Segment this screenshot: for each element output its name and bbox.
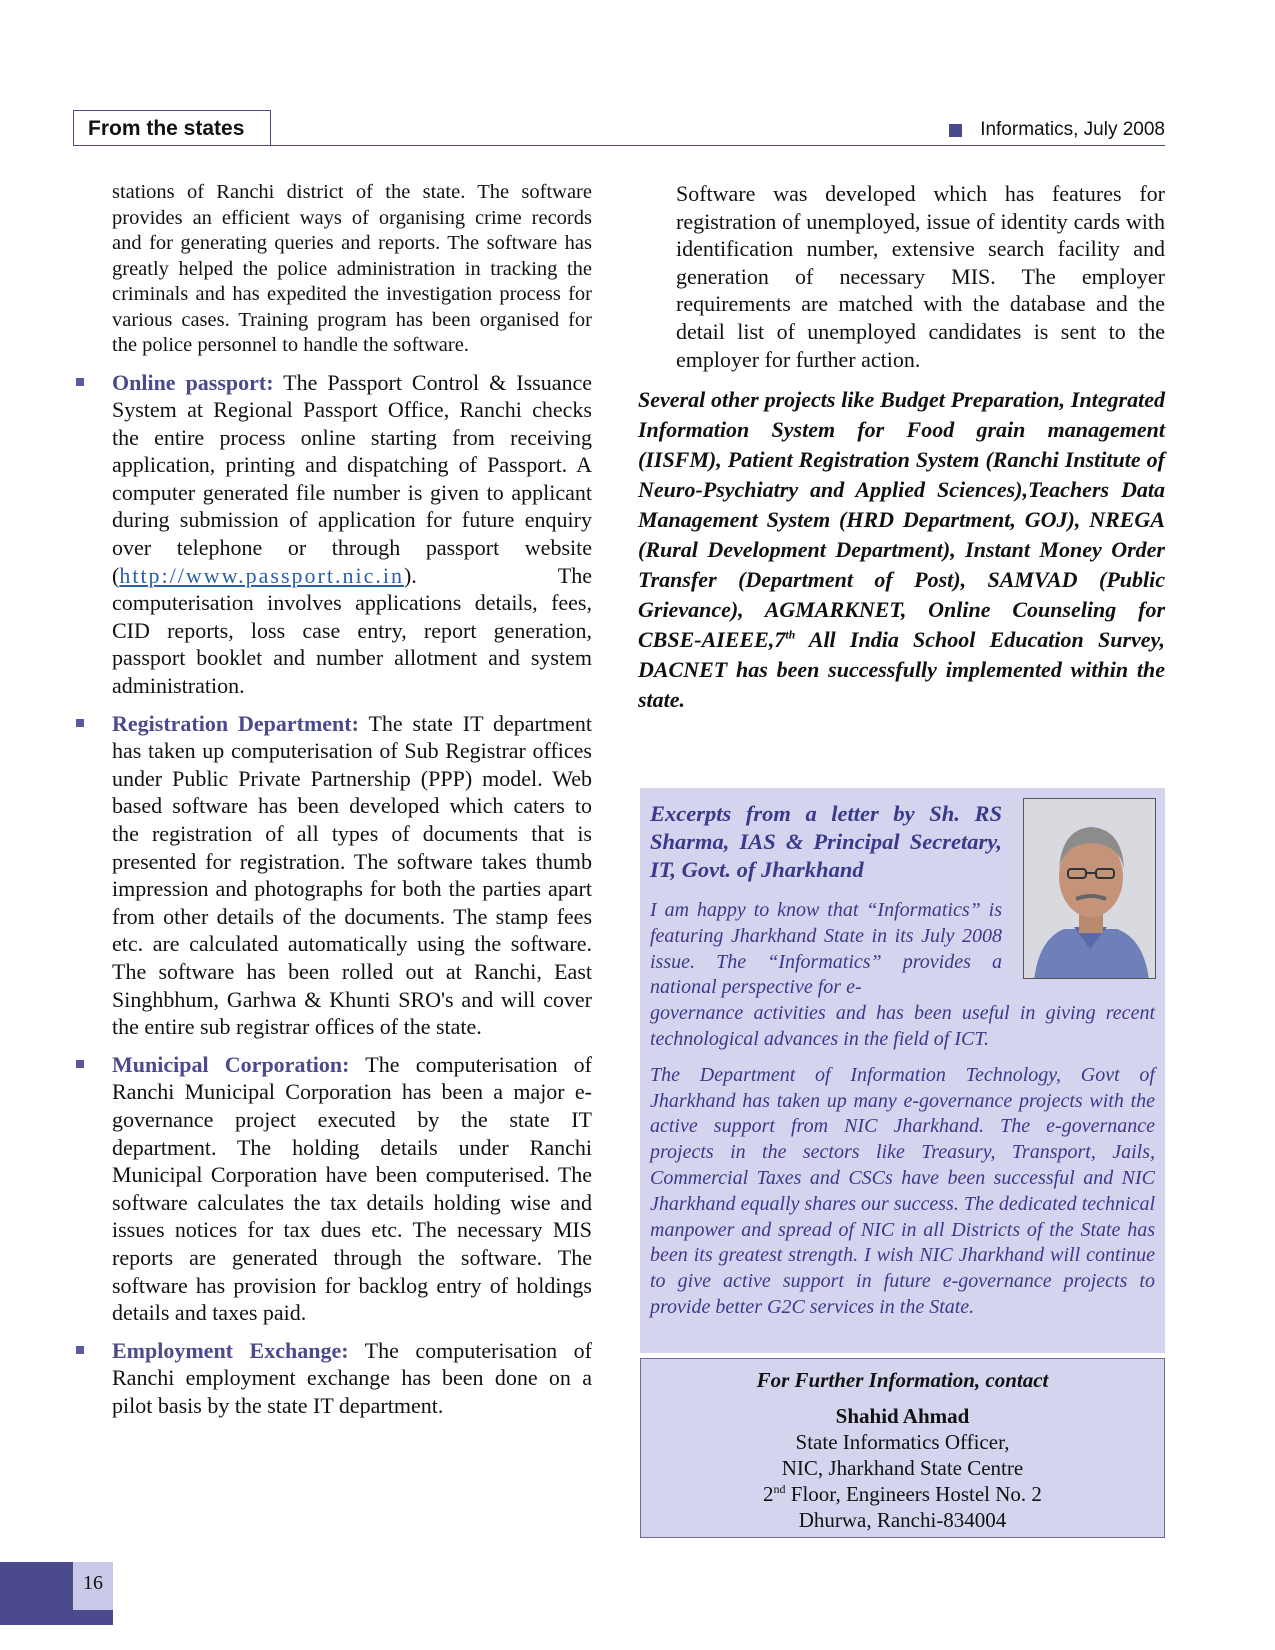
list-item-registration-department (112, 710, 592, 1041)
square-bullet-icon (76, 378, 84, 386)
list-item-title: Municipal Corporation: (112, 1051, 350, 1077)
intro-paragraph: stations of Ranchi district of the state. The software provides an efficient ways of organising crime records and for generating queries and reports. The software has greatly helped the police administration in tracking the criminals and has expedited the investigation process for various cases. Training program has been organised for the police personnel to handle the software. (112, 181, 592, 356)
contact-heading: For Further Information, contact (756, 1368, 1049, 1392)
passport-website-link[interactable]: http://www.passport.nic.in (119, 562, 404, 588)
other-projects-text: Several other projects like Budget Preparation, Integrated Information System for Food grain management (IISFM), Patient Registration System (Ranchi Institute of Neuro-Psychiatry and Applied Sciences),Teachers Data Management System (HRD Department, GOJ), NREGA (Rural Development Department), Instant Money Order Transfer (Department of Post), SAMVAD (Public Grievance), AGMARKNET, Online Counseling for CBSE-AIEEE,7 (638, 387, 1165, 653)
floor-ordinal: nd (773, 1482, 786, 1496)
portrait-illustration (1024, 799, 1156, 979)
portrait-photo (1023, 798, 1156, 979)
excerpt-title: Excerpts from a letter by Sh. RS Sharma, IAS & Principal Secretary, IT, Govt. of Jharkhand (650, 801, 1002, 882)
contact-city: Dhurwa, Ranchi-834004 (798, 1508, 1007, 1532)
section-title: From the states (88, 116, 245, 140)
contact-designation: State Informatics Officer, (795, 1430, 1010, 1454)
list-item-text (112, 1051, 592, 1327)
list-item-body-rest: ). The computerisation involves applications details, fees, CID reports, loss case entry, report generation, passport booklet and number allotment and system administration. (112, 562, 592, 699)
list-item-body: The computerisation of Ranchi employment exchange has been done on a pilot basis by the state IT department. (112, 1337, 592, 1418)
list-item-body: The state IT department has taken up computerisation of Sub Registrar offices under Public Private Partnership (PPP) model. Web based software has been developed which caters to the registration of all types of documents that is presented for registration. The software takes thumb impression and photographs for both the parties apart from other details of the documents. The stamp fees etc. are calculated automatically using the software. The software has been rolled out at Ranchi, East Singhbhum, Garhwa & Khunti SRO's and will cover the entire sub registrar offices of the state. (112, 710, 592, 1040)
list-item-employment-exchange (112, 1337, 592, 1420)
contact-name: Shahid Ahmad (835, 1404, 970, 1428)
left-column (112, 180, 592, 1419)
list-item-body: The Passport Control & Issuance System at Regional Passport Office, Ranchi checks the entire process online starting from receiving application, printing and dispatching of Passport. A computer generated file number is given to applicant during submission of application for future enquiry over telephone or through passport website ( (112, 369, 592, 588)
footer-accent-strip (73, 1610, 113, 1625)
section-tab (73, 110, 271, 146)
page-number: 16 (83, 1572, 103, 1594)
list-item-title: Registration Department: (112, 710, 359, 736)
other-projects-text-rest: All India School Education Survey, DACNET has been successfully implemented within the state. (638, 627, 1165, 713)
floor-number: 2 (763, 1482, 774, 1506)
excerpt-paragraph-2: The Department of Information Technology, Govt of Jharkhand has taken up many e-governance projects with the active support from NIC Jharkhand. The e-governance projects in the sectors like Treasury, Transport, Jails, Commercial Taxes and CSCs have been successful and NIC Jharkhand equally shares our success. The dedicated technical manpower and spread of NIC in all Districts of the State has been its greatest strength. I wish NIC Jharkhand will continue to give active support in future e-governance projects to provide better G2C services in the State. (650, 1063, 1155, 1318)
list-item-online-passport (112, 369, 592, 700)
ordinal-superscript: th (785, 627, 796, 642)
publication-header (949, 118, 1165, 142)
footer-accent-block (0, 1562, 73, 1625)
contact-box (640, 1358, 1165, 1538)
floor-rest: Floor, Engineers Hostel No. 2 (785, 1482, 1042, 1506)
publication-title: Informatics, July 2008 (980, 119, 1165, 140)
excerpt-box (640, 788, 1165, 1353)
excerpt-paragraph-1: I am happy to know that “Informatics” is featuring Jharkhand State in its July 2008 issue. The “Informatics” provides a national perspective for e- (650, 899, 1002, 999)
list-item-body: The computerisation of Ranchi Municipal Corporation has been a major e-governance project executed by the state IT department. The holding details under Ranchi Municipal Corporation have been computerised. The software calculates the tax details holding wise and issues notices for tax dues etc. The necessary MIS reports are generated through the software. The software has provision for backlog entry of holdings details and taxes paid. (112, 1051, 592, 1326)
header-rule (73, 145, 1165, 146)
square-bullet-icon (949, 124, 962, 137)
list-item-title: Employment Exchange: (112, 1337, 349, 1363)
square-bullet-icon (76, 719, 84, 727)
list-item-title: Online passport: (112, 369, 274, 395)
other-projects-paragraph (638, 385, 1165, 715)
list-item-text (112, 1337, 592, 1420)
contact-office: NIC, Jharkhand State Centre (781, 1456, 1024, 1480)
contact-address-line (641, 1481, 1164, 1507)
employment-continuation-paragraph: Software was developed which has features for registration of unemployed, issue of identity cards with identification number, extensive search facility and generation of necessary MIS. The employer requirements are matched with the database and the detail list of unemployed candidates is sent to the employer for further action. (676, 181, 1165, 372)
excerpt-paragraph-1-continued: governance activities and has been useful in giving recent technological advances in the field of ICT. (650, 1002, 1155, 1050)
right-column (638, 180, 1165, 715)
square-bullet-icon (76, 1346, 84, 1354)
square-bullet-icon (76, 1060, 84, 1068)
list-item-municipal-corporation (112, 1051, 592, 1327)
list-item-text (112, 710, 592, 1041)
list-item-text (112, 369, 592, 700)
